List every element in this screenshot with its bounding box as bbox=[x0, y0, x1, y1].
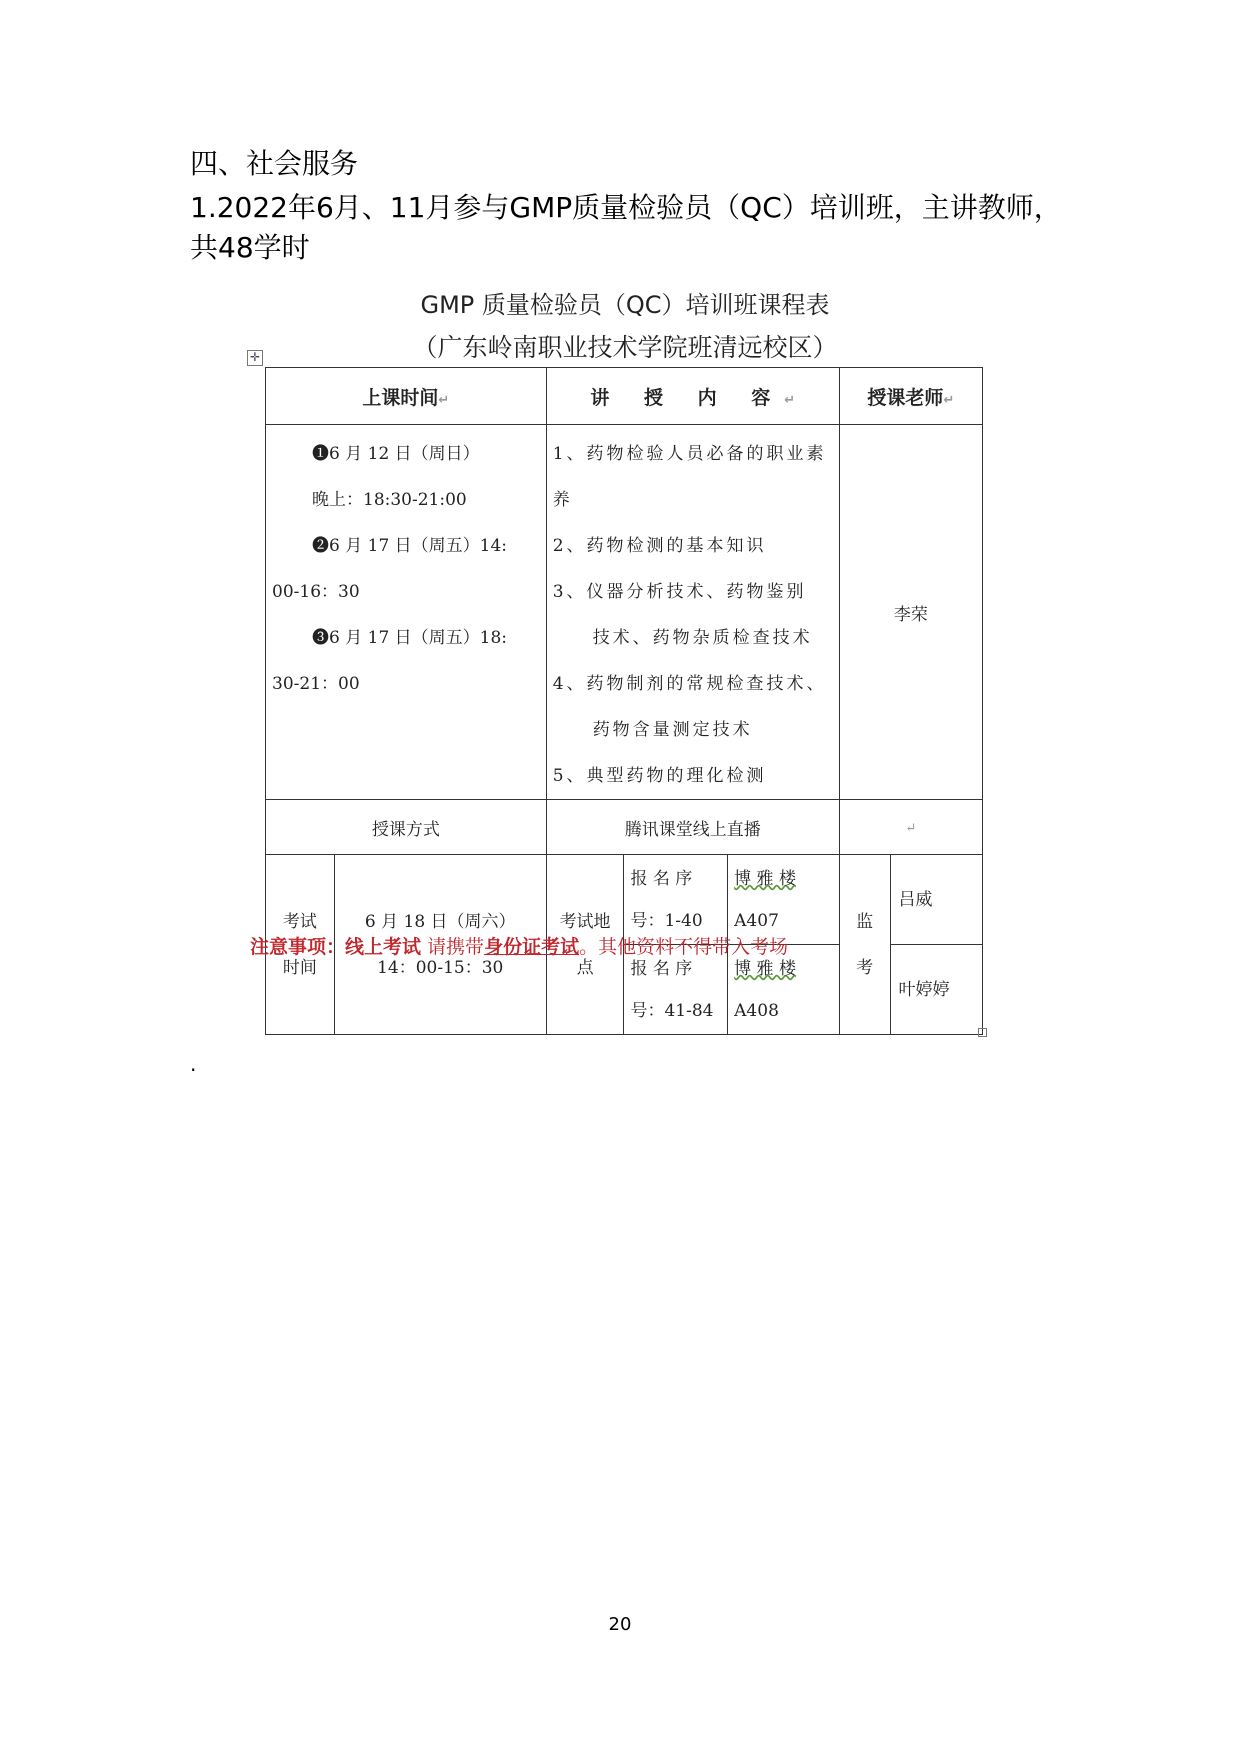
body-paragraph bbox=[190, 188, 1090, 268]
room-group-1: 博 雅 楼 A407 bbox=[728, 855, 840, 945]
content-line: 1、药物检验人员必备的职业素 bbox=[552, 444, 827, 464]
mode-value: 腾讯课堂线上直播 bbox=[546, 800, 839, 855]
header-row bbox=[266, 368, 983, 425]
table-move-handle-icon: ✛ bbox=[247, 350, 263, 366]
content-line: 3、仪器分析技术、药物鉴别 bbox=[552, 582, 807, 602]
content-line: 药物含量测定技术 bbox=[592, 720, 753, 740]
time-line: ❸6 月 17 日（周五）18: bbox=[312, 628, 508, 648]
proctor-2: 叶婷婷 bbox=[890, 945, 983, 1035]
schedule-title: GMP 质量检验员（QC）培训班课程表 bbox=[420, 291, 830, 319]
time-line: 晚上：18:30-21:00 bbox=[312, 490, 467, 510]
time-line: 00-16：30 bbox=[272, 582, 360, 602]
content-line: 技术、药物杂质检查技术 bbox=[592, 628, 813, 648]
session-row bbox=[266, 425, 983, 800]
content-line: 5、典型药物的理化检测 bbox=[552, 766, 767, 786]
exam-notice: 注意事项：线上考试 请携带身份证考试。其他资料不得带入考场 bbox=[250, 936, 789, 958]
teaching-mode-row bbox=[266, 800, 983, 855]
time-line: 30-21：00 bbox=[272, 674, 360, 694]
session-time-cell bbox=[266, 425, 547, 800]
exam-time-value: 6 月 18 日（周六） 14：00-15：30 bbox=[334, 855, 546, 1035]
mode-label: 授课方式 bbox=[266, 800, 547, 855]
header-teacher: 授课老师↵ bbox=[839, 368, 982, 425]
section-heading: 四、社会服务 bbox=[190, 147, 359, 180]
table-resize-handle-icon bbox=[978, 1028, 987, 1037]
schedule-subtitle: （广东岭南职业技术学院班清远校区） bbox=[412, 333, 838, 362]
paragraph-line-1: 1.2022年6月、11月参与GMP质量检验员（QC）培训班，主讲教师， bbox=[190, 191, 1062, 224]
exam-time-label: 考试 时间 bbox=[266, 855, 335, 1035]
time-line: ❶6 月 12 日（周日） bbox=[312, 444, 480, 464]
stray-dot: . bbox=[190, 1052, 197, 1076]
registration-group-2: 报 名 序 号：41-84 bbox=[624, 945, 728, 1035]
content-line: 2、药物检测的基本知识 bbox=[552, 536, 767, 556]
content-line: 养 bbox=[552, 490, 573, 510]
proctor-label: 监 考 bbox=[839, 855, 890, 1035]
proctor-1: 吕威 bbox=[890, 855, 983, 945]
header-content: 讲 授 内 容↵ bbox=[546, 368, 839, 425]
teacher-cell: 李荣 bbox=[839, 425, 982, 800]
page-number: 20 bbox=[608, 1614, 632, 1635]
paragraph-line-2: 共48学时 bbox=[190, 231, 310, 264]
registration-group-1: 报 名 序 号：1-40 bbox=[624, 855, 728, 945]
content-line: 4、药物制剂的常规检查技术、 bbox=[552, 674, 827, 694]
lecture-content-cell bbox=[546, 425, 839, 800]
room-group-2: 博 雅 楼 A408 bbox=[728, 945, 840, 1035]
exam-row-1 bbox=[266, 855, 983, 945]
header-time: 上课时间↵ bbox=[266, 368, 547, 425]
exam-place-label: 考试地 点 bbox=[546, 855, 624, 1035]
time-line: ❷6 月 17 日（周五）14: bbox=[312, 536, 508, 556]
mode-empty-cell: ↵ bbox=[839, 800, 982, 855]
